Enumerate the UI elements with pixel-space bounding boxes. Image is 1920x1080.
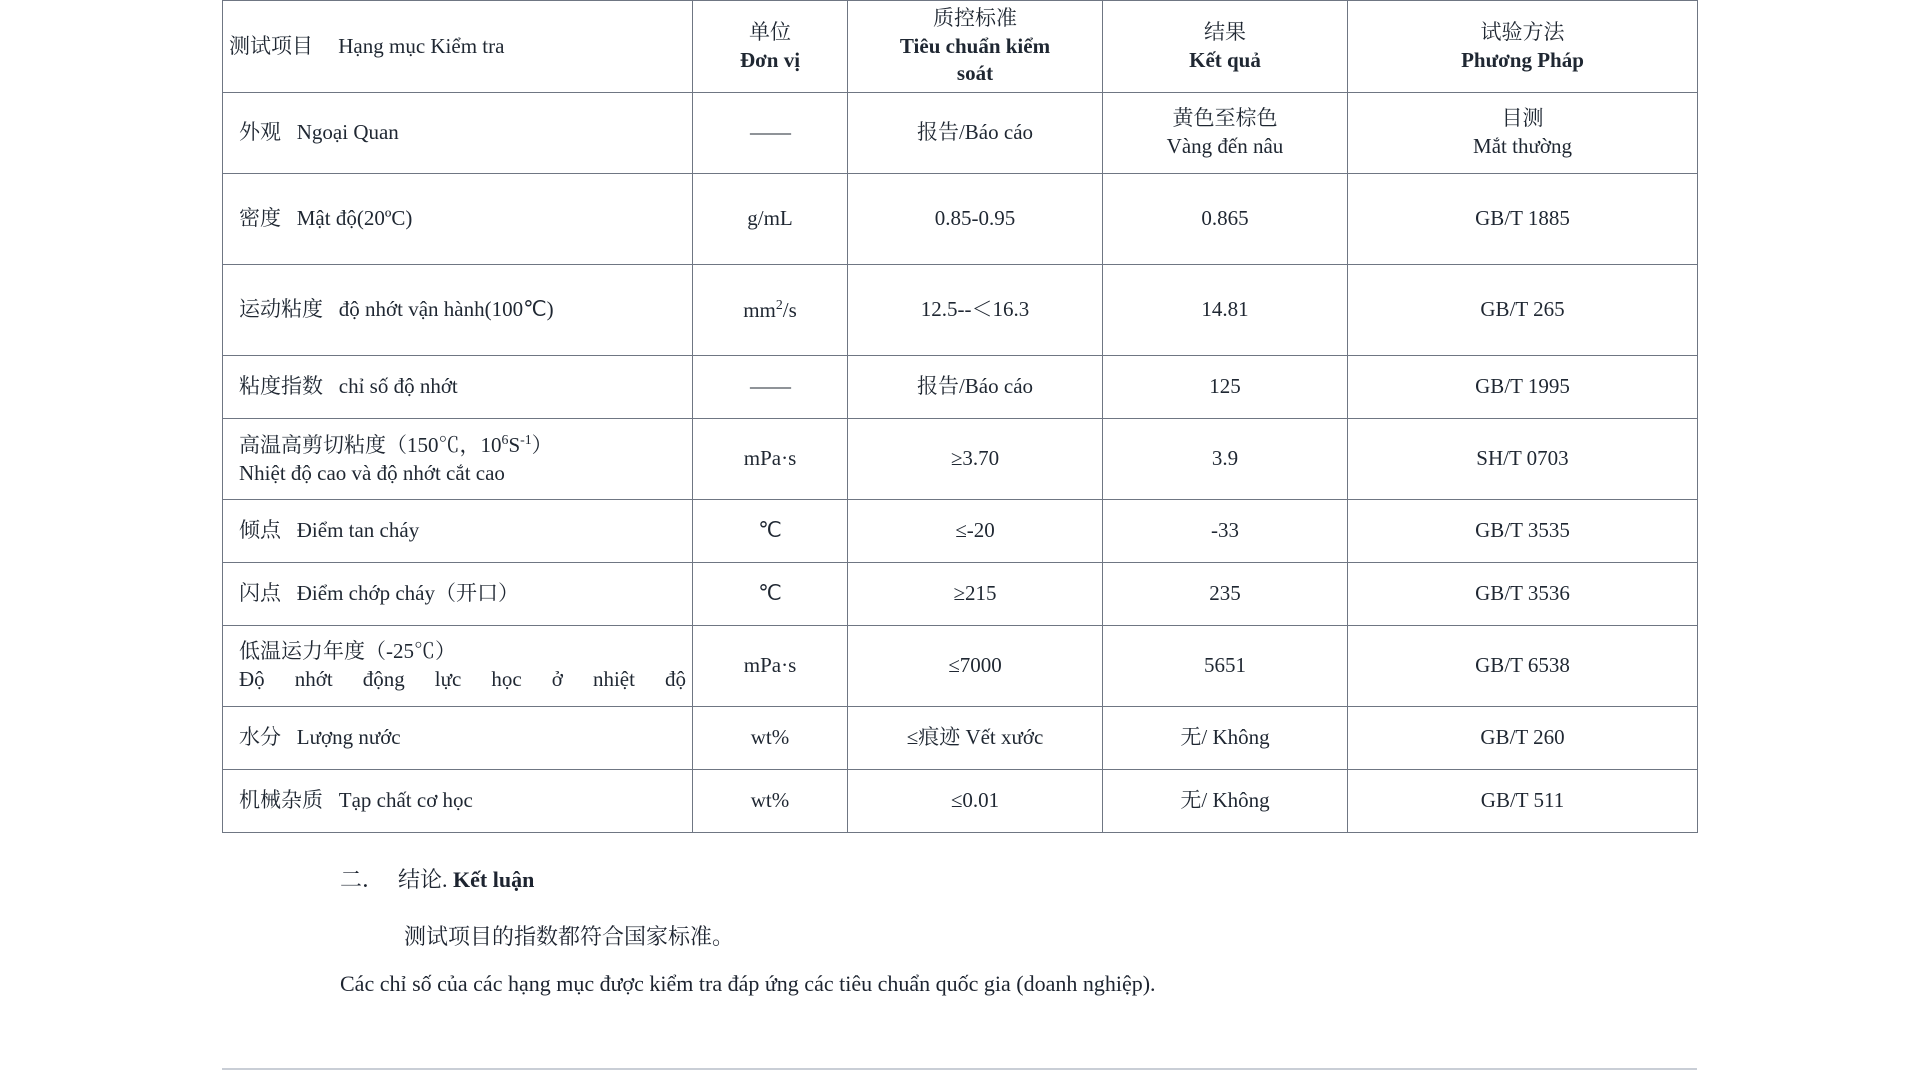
header-method-vi: Phương Pháp — [1461, 47, 1584, 72]
table-body — [223, 93, 1698, 833]
header-result-zh: 结果 — [1204, 19, 1246, 44]
cell-standard: ≤7000 — [848, 626, 1103, 707]
cell-unit: g/mL — [693, 174, 848, 265]
cell-item — [223, 356, 693, 419]
table-row — [223, 500, 1698, 563]
cell-result: 无/ Không — [1103, 770, 1348, 833]
cell-standard: ≥3.70 — [848, 419, 1103, 500]
header-standard-vi: Tiêu chuẩn kiểm — [899, 33, 1051, 58]
footer-divider — [222, 1068, 1697, 1070]
cell-item — [223, 419, 693, 500]
item-zh: 粘度指数 — [239, 374, 323, 399]
report-body — [222, 0, 1697, 997]
cell-method — [1348, 93, 1698, 174]
header-cell-result — [1103, 1, 1348, 93]
header-method-zh: 试验方法 — [1480, 19, 1565, 44]
method-zh: 目测 — [1501, 106, 1544, 131]
header-unit-zh: 单位 — [749, 19, 791, 44]
cell-standard: ≤0.01 — [848, 770, 1103, 833]
cell-unit: $mm^2/s$ — [693, 265, 848, 356]
cell-unit: wt% — [693, 707, 848, 770]
header-item-zh: 测试项目 — [229, 33, 313, 58]
header-cell-unit — [693, 1, 848, 93]
cell-method: GB/T 1885 — [1348, 174, 1698, 265]
table-row — [223, 707, 1698, 770]
item-zh: 闪点 — [239, 581, 281, 606]
item-zh: 高温高剪切粘度（150℃，$10^6S^{-1}$） — [239, 431, 553, 457]
result-zh: 黄色至棕色 — [1172, 106, 1278, 131]
table-row — [223, 626, 1698, 707]
cell-result — [1103, 93, 1348, 174]
header-cell-standard — [848, 1, 1103, 93]
item-zh: 外观 — [239, 120, 281, 145]
item-vi: Điểm chớp cháy（开口） — [296, 581, 519, 606]
item-zh: 倾点 — [239, 518, 281, 543]
table-row — [223, 174, 1698, 265]
cell-item — [223, 626, 693, 707]
table-row — [223, 93, 1698, 174]
cell-standard: ≤-20 — [848, 500, 1103, 563]
conclusion-text-zh: 测试项目的指数都符合国家标准。 — [404, 924, 735, 950]
cell-method: GB/T 3535 — [1348, 500, 1698, 563]
cell-standard: 报告/Báo cáo — [848, 93, 1103, 174]
conclusion-heading — [340, 863, 1697, 894]
cell-item — [223, 563, 693, 626]
cell-unit: mPa·s — [693, 626, 848, 707]
header-result-vi: Kết quả — [1189, 47, 1261, 72]
cell-method: GB/T 1995 — [1348, 356, 1698, 419]
cell-result: 5651 — [1103, 626, 1348, 707]
item-vi: độ nhớt vận hành(100℃) — [338, 297, 554, 322]
cell-standard: 12.5--＜16.3 — [848, 265, 1103, 356]
cell-item — [223, 174, 693, 265]
table-row — [223, 265, 1698, 356]
cell-result: 无/ Không — [1103, 707, 1348, 770]
cell-method: GB/T 265 — [1348, 265, 1698, 356]
cell-unit: wt% — [693, 770, 848, 833]
item-zh: 水分 — [239, 725, 281, 750]
item-vi: Điểm tan cháy — [296, 518, 420, 543]
item-zh: 运动粘度 — [239, 297, 323, 322]
cell-unit: —— — [693, 356, 848, 419]
table-header — [223, 1, 1698, 93]
header-standard-vi2: soát — [956, 61, 994, 86]
item-vi: Tạp chất cơ học — [338, 788, 473, 813]
item-vi: Lượng nước — [296, 725, 401, 750]
cell-method: GB/T 3536 — [1348, 563, 1698, 626]
table-row — [223, 770, 1698, 833]
cell-item — [223, 707, 693, 770]
cell-standard: ≥215 — [848, 563, 1103, 626]
cell-result: -33 — [1103, 500, 1348, 563]
table-row — [223, 563, 1698, 626]
conclusion-title-zh: 结论. — [398, 867, 448, 893]
method-vi: Mắt thường — [1473, 134, 1572, 159]
table-row — [223, 356, 1698, 419]
item-zh: 机械杂质 — [239, 788, 323, 813]
cell-item — [223, 770, 693, 833]
cell-method: GB/T 260 — [1348, 707, 1698, 770]
page-left-margin — [0, 0, 222, 1080]
cell-item — [223, 93, 693, 174]
cell-unit: —— — [693, 93, 848, 174]
header-standard-zh: 质控标准 — [933, 6, 1017, 30]
table-header-row — [223, 1, 1698, 93]
cell-standard: 0.85-0.95 — [848, 174, 1103, 265]
result-vi: Vàng đến nâu — [1166, 134, 1284, 159]
cell-unit: mPa·s — [693, 419, 848, 500]
item-vi: Độ nhớt động lực học ở nhiệt độ — [239, 667, 686, 692]
cell-result: 3.9 — [1103, 419, 1348, 500]
cell-result: 125 — [1103, 356, 1348, 419]
conclusion-title-vi: Kết luận — [453, 867, 535, 893]
item-vi: Mật độ(20ºC) — [296, 206, 413, 231]
header-cell-item — [223, 1, 693, 93]
cell-result: 0.865 — [1103, 174, 1348, 265]
item-vi: Ngoại Quan — [296, 120, 399, 145]
conclusion-number: 二． — [340, 867, 385, 893]
item-zh: 密度 — [239, 206, 281, 231]
header-cell-method — [1348, 1, 1698, 93]
cell-method: GB/T 6538 — [1348, 626, 1698, 707]
item-vi: Nhiệt độ cao và độ nhớt cắt cao — [239, 460, 505, 485]
conclusion-text-vi: Các chỉ số của các hạng mục được kiểm tra đáp ứng các tiêu chuẩn quốc gia (doanh nghiệp). — [340, 971, 1156, 997]
cell-method: SH/T 0703 — [1348, 419, 1698, 500]
cell-unit: ℃ — [693, 563, 848, 626]
table-row — [223, 419, 1698, 500]
header-item-vi: Hạng mục Kiểm tra — [338, 33, 505, 58]
cell-method: GB/T 511 — [1348, 770, 1698, 833]
header-unit-vi: Đơn vị — [739, 47, 801, 72]
cell-item — [223, 265, 693, 356]
conclusion-section — [222, 863, 1697, 997]
item-zh: 低温运力年度（-25℃） — [239, 639, 456, 664]
cell-result: 235 — [1103, 563, 1348, 626]
item-vi: chỉ số độ nhớt — [338, 374, 458, 399]
cell-result: 14.81 — [1103, 265, 1348, 356]
cell-standard: 报告/Báo cáo — [848, 356, 1103, 419]
page-right-margin — [1697, 0, 1920, 1080]
cell-unit: ℃ — [693, 500, 848, 563]
test-report-table — [222, 0, 1698, 833]
cell-item — [223, 500, 693, 563]
cell-standard: ≤痕迹 Vết xước — [848, 707, 1103, 770]
